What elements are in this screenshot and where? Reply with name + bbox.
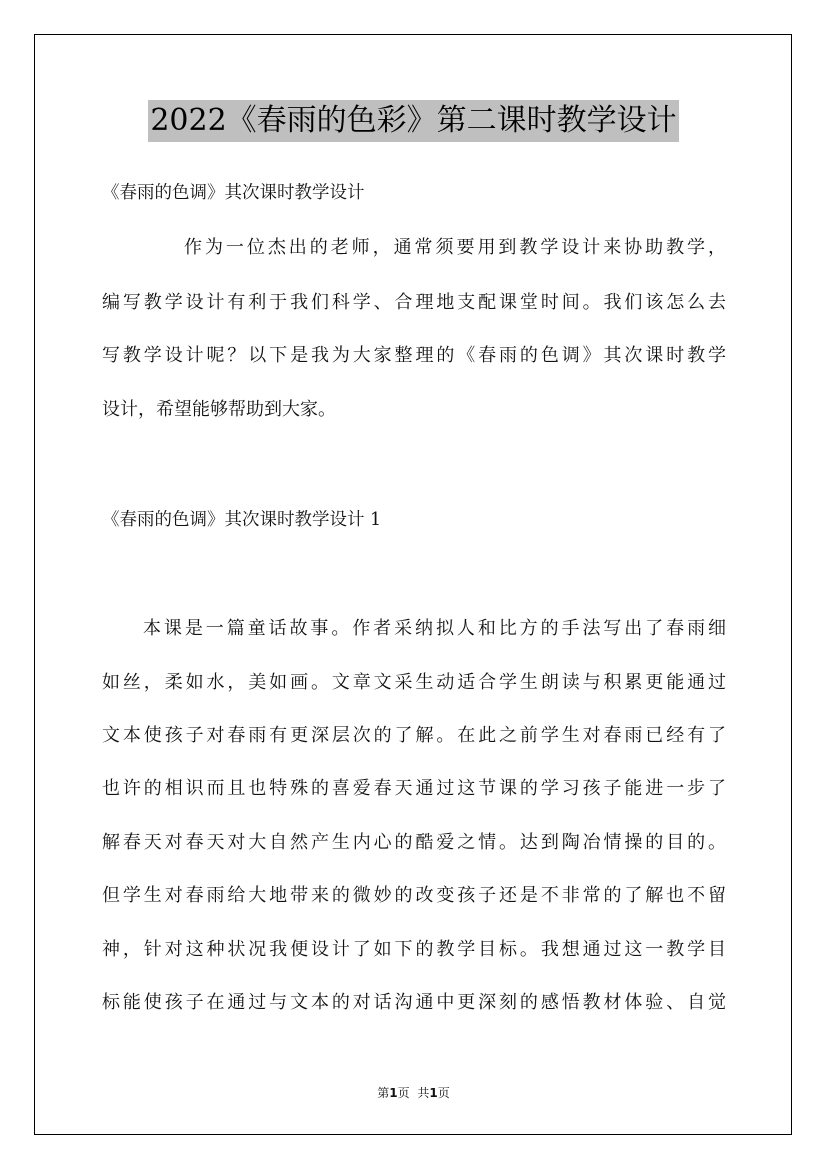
document-title: 2022《春雨的色彩》第二课时教学设计 bbox=[148, 100, 678, 142]
title-container bbox=[0, 100, 827, 142]
body-line: 本课是一篇童话故事。作者采纳拟人和比方的手法写出了春雨细 bbox=[143, 618, 726, 639]
body-line: 神，针对这种状况我便设计了如下的教学目标。我想通过这一教学目 bbox=[102, 939, 726, 960]
body-line: 文本使孩子对春雨有更深层次的了解。在此之前学生对春雨已经有了 bbox=[102, 725, 726, 746]
intro-line: 设计，希望能够帮助到大家。 bbox=[102, 399, 336, 420]
intro-line: 写教学设计呢？以下是我为大家整理的《春雨的色调》其次课时教学 bbox=[102, 345, 726, 366]
page-footer bbox=[0, 1084, 827, 1101]
page-suffix: 页 bbox=[397, 1086, 410, 1100]
page-prefix: 第 bbox=[377, 1086, 390, 1100]
page-number: 1 bbox=[389, 1086, 398, 1100]
total-prefix: 共 bbox=[417, 1086, 430, 1100]
intro-line: 作为一位杰出的老师，通常须要用到教学设计来协助教学， bbox=[184, 237, 726, 258]
body-line: 如丝，柔如水，美如画。文章文采生动适合学生朗读与积累更能通过 bbox=[102, 672, 726, 693]
body-line: 也许的相识而且也特殊的喜爱春天通过这节课的学习孩子能进一步了 bbox=[102, 778, 726, 799]
total-suffix: 页 bbox=[437, 1086, 450, 1100]
total-pages: 1 bbox=[429, 1086, 438, 1100]
intro-line: 编写教学设计有利于我们科学、合理地支配课堂时间。我们该怎么去 bbox=[102, 292, 726, 313]
document-subtitle: 《春雨的色调》其次课时教学设计 bbox=[102, 183, 365, 203]
body-line: 但学生对春雨给大地带来的微妙的改变孩子还是不非常的了解也不留 bbox=[102, 885, 726, 906]
body-line: 标能使孩子在通过与文本的对话沟通中更深刻的感悟教材体验、自觉 bbox=[102, 992, 726, 1013]
section-heading: 《春雨的色调》其次课时教学设计 1 bbox=[102, 510, 382, 530]
body-line: 解春天对春天对大自然产生内心的酷爱之情。达到陶冶情操的目的。 bbox=[102, 832, 726, 853]
